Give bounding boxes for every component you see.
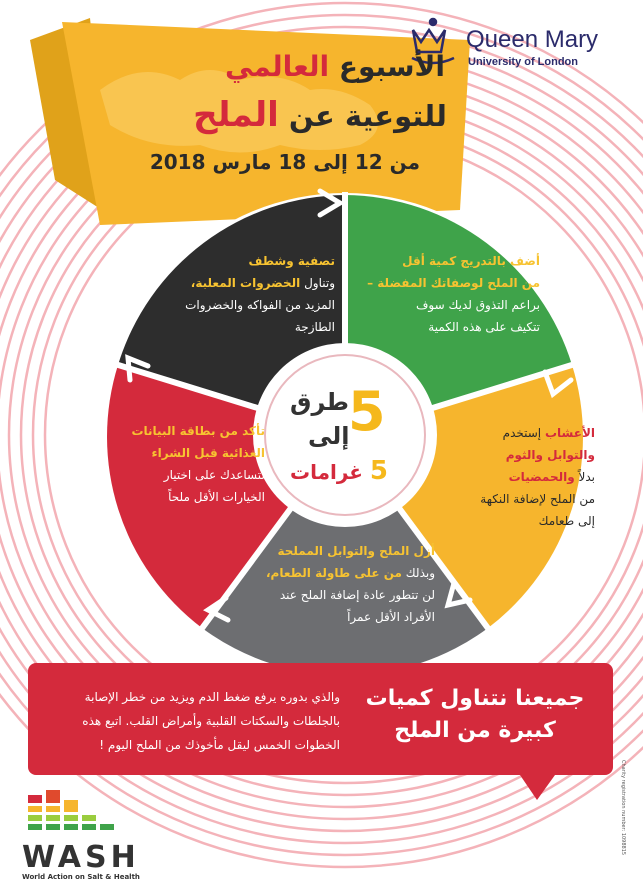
title-word-highlight: الملح (193, 95, 279, 135)
tip-line: الأفراد الأقل عمراً (347, 610, 435, 624)
tip-line: الخيارات الأقل ملحاً (168, 490, 265, 504)
tip-line: لن تتطور عادة إضافة الملح عند (279, 588, 435, 602)
banner-body-line: الخطوات الخمس ليقل مأخوذك من الملح اليوم ! (99, 738, 340, 752)
title-word: للتوعية عن (288, 99, 447, 133)
tip-yellow (445, 422, 595, 532)
banner-body-line: والذي بدوره يرفع ضغط الدم ويزيد من خطر الإصابة (84, 690, 340, 704)
tip-green (355, 250, 540, 338)
tip-line: وبذلك (405, 566, 435, 580)
center-word: غرامات (290, 460, 363, 484)
banner-heading (355, 683, 595, 747)
tip-line: تصفية وشطف (248, 254, 335, 268)
brand-subtitle: University of London (468, 56, 578, 68)
tip-line: الطازجة (294, 320, 335, 334)
center-badge (268, 370, 408, 490)
tip-line: إلى طعامك (538, 514, 595, 528)
tip-line: أضف بالتدريج كمية أقل (402, 254, 540, 268)
event-date: من 12 إلى 18 مارس 2018 (149, 150, 420, 174)
banner-heading-line: كبيرة من الملح (394, 718, 556, 743)
tip-line: والحمضيات (508, 470, 575, 484)
tip-grey (240, 540, 435, 628)
tip-line: لتساعدك على اختيار (163, 468, 265, 482)
wash-logo-label: WASH (22, 840, 140, 875)
banner-body-line: بالجلطات والسكتات القلبية وأمراض القلب. اتبع هذه (82, 714, 340, 728)
brand-name: Queen Mary (466, 26, 599, 53)
tip-line: المزيد من الفواكه والخضروات (185, 298, 335, 312)
page-title-line2 (185, 95, 455, 135)
title-word: الأسبوع (338, 50, 445, 83)
tip-line: من على طاولة الطعام، (265, 566, 402, 580)
tip-line: والتوابل والثوم (505, 448, 595, 462)
tip-line: الخضروات المعلبة، (190, 276, 301, 290)
tip-line: تأكد من بطاقة البيانات (131, 424, 265, 438)
tip-line: وتناول (304, 276, 335, 290)
wash-logo-bars (28, 790, 114, 830)
center-number-bottom: 5 (369, 456, 389, 486)
banner-heading-line: جميعنا نتناول كميات (365, 686, 585, 711)
tip-line: الغذائية قبل الشراء (151, 446, 265, 460)
tip-black (150, 250, 335, 338)
tip-line: أزل الملح والتوابل المملحة (277, 544, 435, 558)
tip-line: إستخدم (502, 426, 542, 440)
center-number-top: 5 (348, 380, 386, 443)
center-word: طرق (290, 388, 349, 416)
center-word-bottom (290, 456, 388, 486)
tip-line: تتكيف على هذه الكمية (428, 320, 540, 334)
tip-line: الأعشاب (544, 426, 595, 440)
tip-line: من الملح لإضافة النكهة (480, 492, 595, 506)
center-word: إلى (308, 422, 350, 450)
wash-logo-subtitle: World Action on Salt & Health (22, 873, 140, 881)
title-word-highlight: العالمي (225, 50, 330, 83)
tip-red (90, 420, 265, 508)
banner-body (40, 685, 340, 757)
charity-number: Charity registration number: 1098815 (620, 760, 626, 856)
tip-line: من الملح لوصفاتك المفضلة – (367, 276, 540, 290)
tip-line: بدلاً (578, 470, 595, 484)
tip-line: براعم التذوق لديك سوف (415, 298, 540, 312)
page-title-line1 (205, 50, 465, 83)
